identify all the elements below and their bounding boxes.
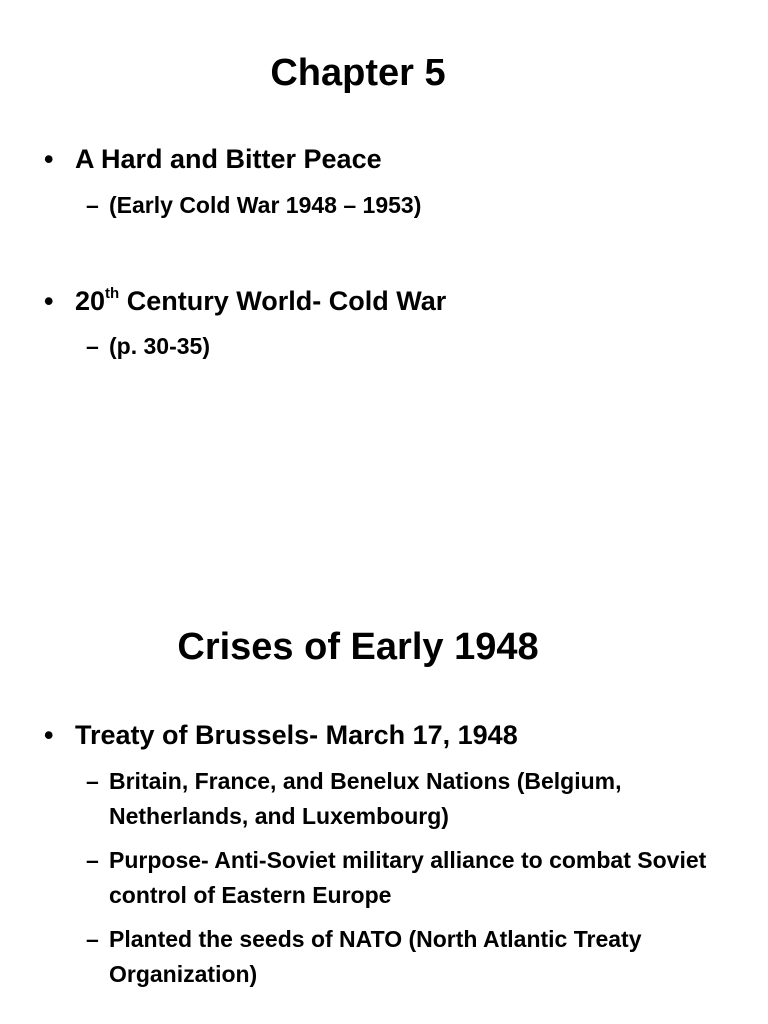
sub-bullet-item <box>86 188 736 223</box>
sub-bullet-item <box>86 843 736 913</box>
bullet-marker: • <box>44 286 54 316</box>
sub-bullet-text: Planted the seeds of NATO (North Atlantic Treaty Organization) <box>109 926 642 987</box>
bullet-item <box>44 719 518 751</box>
bullet-text: Century World- Cold War <box>119 286 447 316</box>
sub-bullet-text: Britain, France, and Benelux Nations (Belgium, Netherlands, and Luxembourg) <box>109 768 622 829</box>
dash-marker: – <box>86 847 99 873</box>
sub-bullet-item <box>86 329 736 364</box>
sub-bullet-text: (Early Cold War 1948 – 1953) <box>109 192 422 218</box>
bullet-text: Treaty of Brussels- March 17, 1948 <box>75 720 518 750</box>
bullet-marker: • <box>44 720 54 750</box>
bullet-text-superscript: th <box>105 285 120 302</box>
slide-title: Chapter 5 <box>270 52 446 94</box>
dash-marker: – <box>86 926 99 952</box>
dash-marker: – <box>86 192 99 218</box>
bullet-text-number: 20 <box>75 286 106 316</box>
sub-bullet-item <box>86 922 736 992</box>
bullet-text: A Hard and Bitter Peace <box>75 144 382 174</box>
sub-bullet-text: (p. 30-35) <box>109 333 210 359</box>
dash-marker: – <box>86 768 99 794</box>
bullet-marker: • <box>44 144 54 174</box>
slide-title: Crises of Early 1948 <box>177 626 539 668</box>
sub-bullet-item <box>86 764 736 834</box>
slide-2 <box>0 576 768 1024</box>
dash-marker: – <box>86 333 99 359</box>
sub-bullet-text: Purpose- Anti-Soviet military alliance to combat Soviet control of Eastern Europe <box>109 847 707 908</box>
bullet-item <box>44 285 446 317</box>
bullet-item <box>44 143 382 175</box>
